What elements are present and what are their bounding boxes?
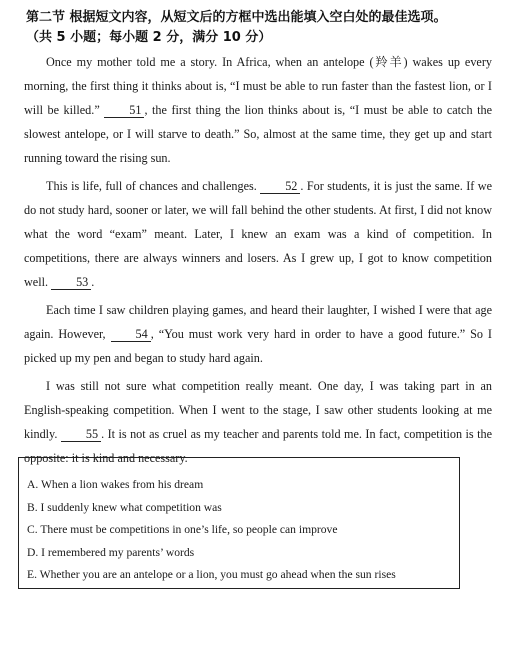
blank-53[interactable]: 53: [51, 275, 91, 290]
blank-52[interactable]: 52: [260, 179, 300, 194]
blank-55[interactable]: 55: [61, 427, 101, 442]
blank-51[interactable]: 51: [104, 103, 144, 118]
reading-passage: [24, 50, 492, 474]
paragraph-text: . For students, it is just the same. If we do not study hard, sooner or later, we will fall behind the other students. At first, I did not know what the word “exam” meant. Later, I knew an exam was a kind of competition. In competitions, there are always winners and losers. As I grew up, I got to know competition well.: [24, 179, 492, 289]
paragraph-text: This is life, full of chances and challenges.: [46, 179, 261, 193]
paragraph-1: [24, 50, 492, 170]
section-scoring: （共 5 小题；每小题 2 分，满分 10 分）: [26, 30, 272, 45]
option-d[interactable]: D. I remembered my parents’ words: [27, 545, 195, 559]
blank-54[interactable]: 54: [111, 327, 151, 342]
options-box: [18, 457, 460, 589]
paragraph-text: I was still not sure what competition really meant. One day, I was taking part in an English-speaking competition. When I went to the stage, I saw other students looking at me kindly.: [24, 379, 492, 441]
section-instruction: 第二节 根据短文内容，从短文后的方框中选出能填入空白处的最佳选项。: [26, 10, 447, 25]
paragraph-text: , the first thing the lion thinks about is, “I must be able to catch the slowest antelope, or I will starve to death.” So, almost at the same time, they get up and start running toward the rising sun.: [24, 103, 492, 165]
paragraph-2: [24, 174, 492, 294]
paragraph-text: Each time I saw children playing games, and heard their laughter, I wished I were that age again. However,: [24, 303, 492, 341]
section-header: [26, 8, 506, 48]
paragraph-text: , “You must work very hard in order to have a good future.” So I picked up my pen and began to study hard again.: [24, 327, 492, 365]
paragraph-text: . It is not as cruel as my teacher and parents told me. In fact, competition is the opposite: it is kind and necessary.: [24, 427, 492, 465]
option-c[interactable]: C. There must be competitions in one’s life, so people can improve: [27, 523, 338, 536]
paragraph-4: [24, 374, 492, 470]
paragraph-3: [24, 298, 492, 370]
option-a[interactable]: A. When a lion wakes from his dream: [27, 478, 204, 491]
paragraph-text: Once my mother told me a story. In Africa, when an antelope (羚羊) wakes up every morning, the first thing it thinks about is, “I must be able to run faster than the fastest lion, or I will be killed.”: [24, 55, 492, 117]
option-e[interactable]: E. Whether you are an antelope or a lion, you must go ahead when the sun rises: [27, 568, 396, 581]
option-b[interactable]: B. I suddenly knew what competition was: [27, 500, 222, 514]
paragraph-text: .: [91, 275, 95, 289]
